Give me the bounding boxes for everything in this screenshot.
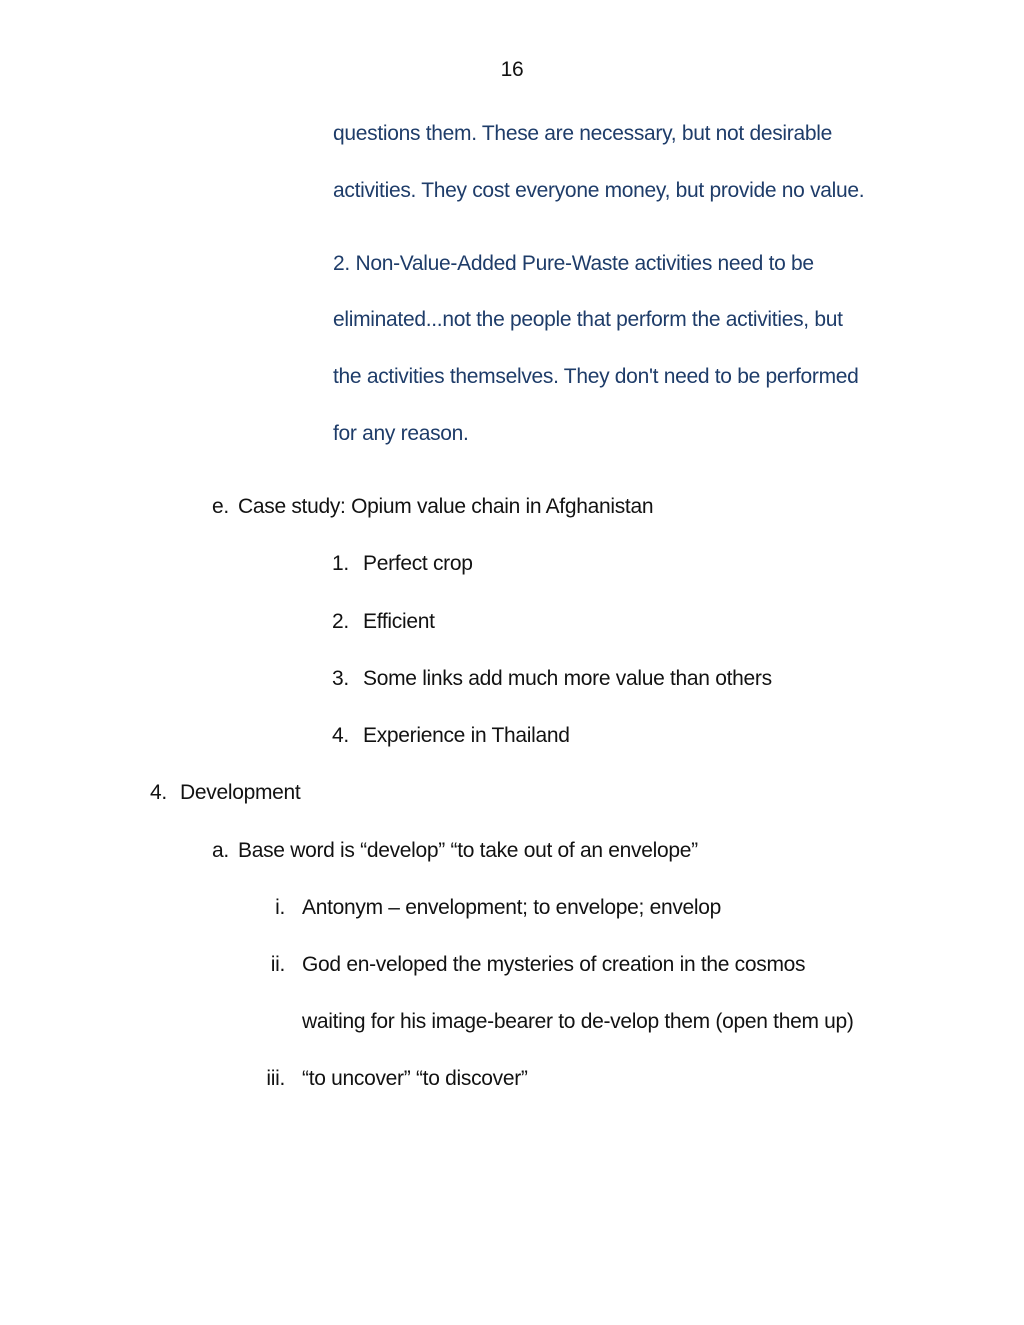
outline-item-4-marker: 4. [150,781,167,804]
outline-item-4-text: Development [180,781,301,804]
outline-sub-item-3-text: Some links add much more value than others [363,667,772,690]
outline-sub-item-1 [332,549,473,579]
outline-roman-item-iii [240,1064,528,1094]
outline-sub-item-1-marker: 1. [332,552,349,575]
outline-roman-item-i-marker: i. [275,896,285,919]
outline-roman-item-iii-marker: iii. [266,1067,285,1090]
page-number: 16 [500,58,524,81]
outline-sub-item-2-text: Efficient [363,610,435,633]
blue-paragraph-2-line-3: the activities themselves. They don't need to be performed [333,365,859,388]
outline-sub-item-2-marker: 2. [332,610,349,633]
outline-sub-item-3 [332,664,772,694]
outline-sub-item-4-text: Experience in Thailand [363,724,570,747]
outline-item-e-marker: e. [212,495,229,518]
outline-roman-item-i-text: Antonym – envelopment; to envelope; envelop [302,896,722,919]
outline-sub-item-3-marker: 3. [332,667,349,690]
blue-paragraph-2-line-2: eliminated...not the people that perform the activities, but [333,308,843,331]
blue-paragraph-2-line-4: for any reason. [333,422,469,445]
blue-paragraph-1-line-2: activities. They cost everyone money, but provide no value. [333,179,865,202]
outline-roman-item-ii-continuation: waiting for his image-bearer to de-velop them (open them up) [302,1010,854,1033]
outline-sub-item-2 [332,607,435,637]
outline-roman-item-i [240,893,721,923]
outline-sub-item-4 [332,721,570,751]
outline-roman-item-ii [240,950,805,980]
outline-sub-item-1-text: Perfect crop [363,552,473,575]
outline-sub-item-4-marker: 4. [332,724,349,747]
outline-item-e-text: Case study: Opium value chain in Afghanistan [238,495,654,518]
outline-item-a-text: Base word is “develop” “to take out of an envelope” [238,839,698,862]
blue-paragraph-2-line-1: 2. Non-Value-Added Pure-Waste activities need to be [333,252,814,275]
outline-roman-item-ii-text: God en-veloped the mysteries of creation in the cosmos [302,953,806,976]
outline-item-e [212,492,653,522]
outline-item-a-marker: a. [212,839,229,862]
outline-item-4-development [150,778,300,808]
outline-roman-item-ii-marker: ii. [270,953,285,976]
outline-item-a [212,836,698,866]
blue-paragraph-1-line-1: questions them. These are necessary, but not desirable [333,122,832,145]
outline-roman-item-iii-text: “to uncover” “to discover” [302,1067,528,1090]
